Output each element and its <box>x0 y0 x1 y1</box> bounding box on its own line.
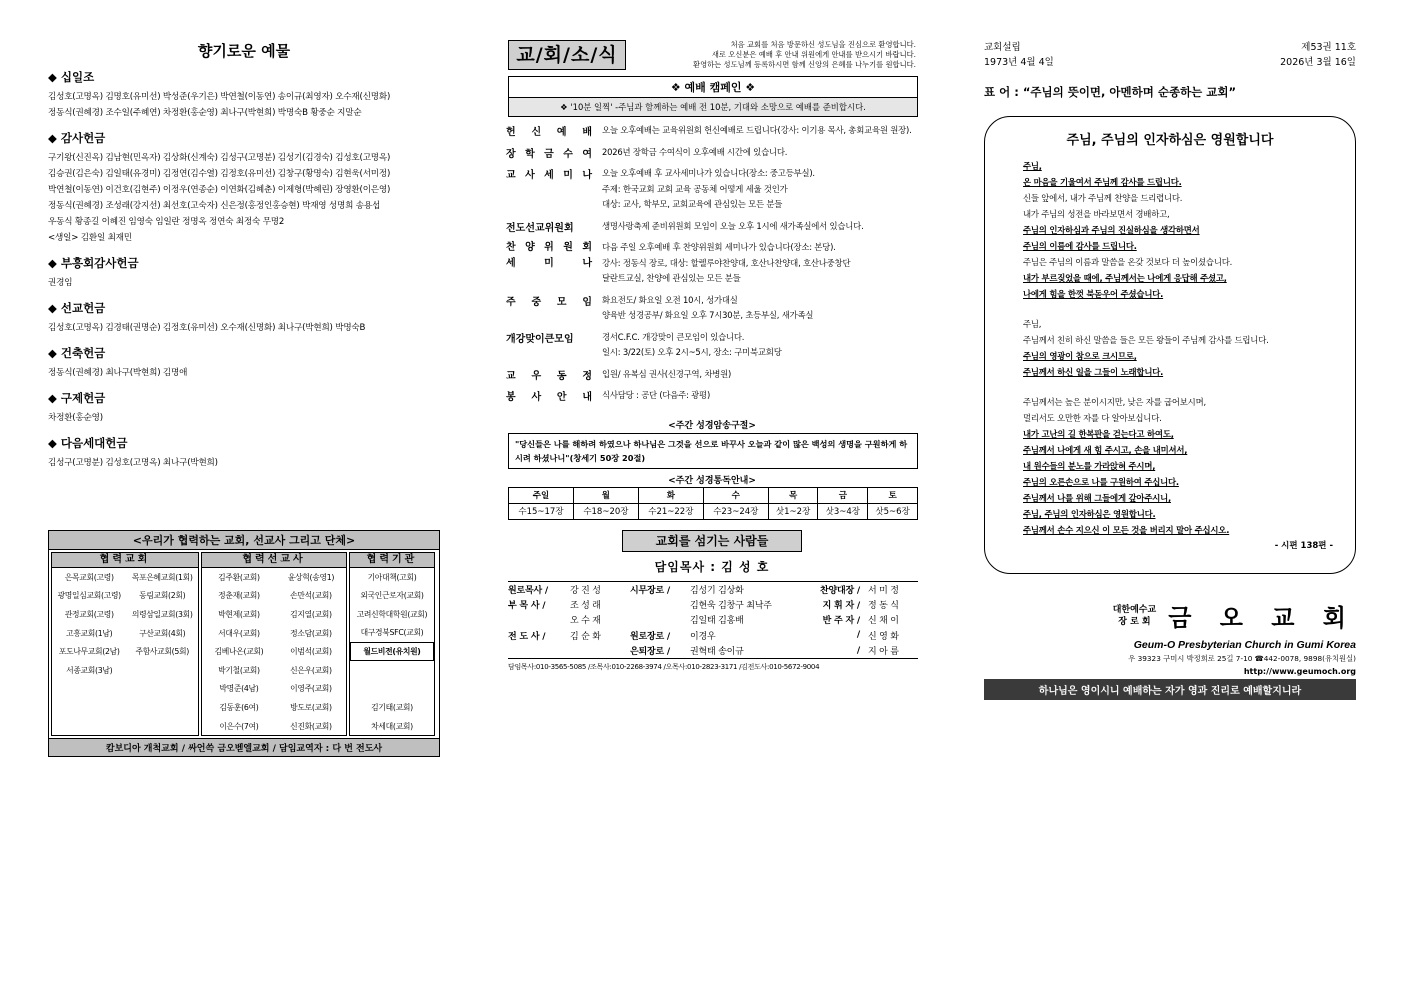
reading-day: 금 <box>818 487 868 503</box>
cooperation-cell: 김베나온(교회) <box>214 647 264 657</box>
offering-names: 정동식(권혜경) 조성래(강지선) 최선호(고숙자) 신은정(홍정인홍승현) 박재영 성명희 송용섭 <box>48 201 381 211</box>
servants-title: 교회를 섬기는 사람들 <box>622 530 802 552</box>
news-label <box>506 145 596 161</box>
offering-heading: ◆ 구제헌금 <box>48 391 106 405</box>
news-line: 오늘 오후예배 후 교사세미나가 있습니다(장소: 중고등부실). <box>602 168 815 178</box>
cooperation-box <box>48 530 440 757</box>
news-line: 다음 주일 오후예배 후 찬양위원회 세미나가 있습니다(장소: 본당). <box>602 242 836 252</box>
psalm-line: 주님께서 나를 위해 그들에게 갚아주시니, <box>1023 493 1171 503</box>
offering-names: 권경임 <box>48 278 73 288</box>
staff-role: 찬양대장 / <box>820 585 860 596</box>
psalm-line: 주님, 주님의 인자하심은 영원합니다. <box>1023 509 1156 519</box>
staff-role: 시무장로 / <box>630 585 670 596</box>
cooperation-cell: 동림교회(2회) <box>139 591 186 601</box>
church-news-panel <box>506 38 918 708</box>
staff-names: 권혁태 송이규 <box>690 647 744 657</box>
psalm-gap <box>1023 380 1333 394</box>
offering-names: <생일> 김환일 최재민 <box>48 233 132 243</box>
offering-heading: ◆ 감사헌금 <box>48 131 106 145</box>
psalm-line: 주님의 인자하심과 주님의 진실하심을 생각하면서 <box>1023 225 1200 235</box>
scripture-banner: 하나님은 영이시니 예배하는 자가 영과 진리로 예배할지니라 <box>984 679 1356 700</box>
cooperation-cell: 김주환(교회) <box>218 572 260 582</box>
offering-names: 김성호(고명옥) 김명호(유미선) 박성준(우기은) 박연철(이동연) 송이규(최영자) 오수재(신명화) <box>48 92 391 102</box>
senior-pastor: 담임목사 : 김 성 호 <box>654 559 770 574</box>
offering-section <box>48 435 440 471</box>
volume-number: 제53권 11호 <box>1301 42 1356 53</box>
news-content <box>596 219 864 235</box>
cooperation-cell: 차세대(교회) <box>371 721 413 731</box>
offering-names: 정동식(권혜경) 조수일(주혜연) 차정환(홍순영) 최나구(박현희) 박명숙B 황중순 지말순 <box>48 108 362 118</box>
partner-missionaries <box>201 552 347 736</box>
cooperation-cell: 윤상혁(송영1) <box>287 572 335 582</box>
church-english-name: Geum-O Presbyterian Church in Gumi Korea <box>1133 639 1356 651</box>
reading-day: 토 <box>868 487 918 503</box>
memory-verse: "당신들은 나를 해하려 하였으나 하나님은 그것을 선으로 바꾸사 오늘과 같이 많은 백성의 생명을 구원하게 하시려 하셨나니"(창세기 50장 20절) <box>508 433 918 469</box>
bible-reading-title: <주간 성경통독안내> <box>668 475 756 486</box>
psalm-reference: - 시편 138편 - <box>1274 541 1333 551</box>
partner-organizations-title: 협력기관 <box>350 553 434 568</box>
psalm-line: 주님의 이름에 감사를 드립니다. <box>1023 241 1137 251</box>
cooperation-cell: 이은수(7여) <box>219 721 259 731</box>
staff-names: 정 동 식 <box>868 600 899 611</box>
offering-heading: ◆ 건축헌금 <box>48 346 106 360</box>
cooperation-cell <box>351 661 434 680</box>
news-content <box>596 123 912 139</box>
news-content <box>596 145 787 161</box>
cooperation-cell: 박명준(4남) <box>219 684 259 694</box>
news-label <box>506 388 596 404</box>
news-label <box>506 240 596 287</box>
staff-table <box>508 581 918 660</box>
news-item <box>506 145 918 161</box>
staff-role: / <box>856 645 860 656</box>
cooperation-cell: 은목교회(고령) <box>64 572 114 582</box>
cooperation-cell: 포도나무교회(2남) <box>58 647 120 657</box>
church-news-title: 교/회/소/식 <box>508 40 626 70</box>
staff-role <box>630 612 690 628</box>
denomination-line2: 장 로 회 <box>1118 616 1151 627</box>
news-content <box>596 388 710 404</box>
psalm-line: 신들 앞에서, 내가 주님께 찬양을 드리렵니다. <box>1023 193 1183 203</box>
news-content <box>596 166 815 213</box>
news-item <box>506 166 918 213</box>
cooperation-cell: 관정교회(고령) <box>64 609 114 619</box>
psalm-line: 나에게 힘을 한껏 북돋우어 주셨습니다. <box>1023 289 1164 299</box>
psalm-line: 온 마음을 기울여서 주님께 감사를 드립니다. <box>1023 177 1182 187</box>
partner-churches-table <box>52 568 198 680</box>
denomination <box>1113 604 1156 628</box>
staff-names: 김 순 화 <box>570 631 601 642</box>
news-list <box>506 123 918 404</box>
psalm-line: 주님께서 나에게 새 힘 주시고, 손을 내미셔서, <box>1023 445 1188 455</box>
reading-chapters: 삿1~2장 <box>768 503 818 519</box>
news-label-text: 개강맞이큰모임 <box>506 333 574 345</box>
psalm-line: 주님께서는 높은 분이시지만, 낮은 자를 굽어보시며, <box>1023 397 1206 407</box>
news-item <box>506 367 918 383</box>
bible-reading-table <box>508 487 918 520</box>
psalm-line: 주님께서 하신 일을 그들이 노래합니다. <box>1023 367 1164 377</box>
staff-names: 김현욱 김창구 최낙주 <box>690 600 772 611</box>
reading-chapters: 수18~20장 <box>573 503 638 519</box>
cooperation-cell: 김지열(교회) <box>290 609 332 619</box>
psalm-line: 주님, <box>1023 161 1042 171</box>
offering-section <box>48 69 440 121</box>
news-content <box>596 367 731 383</box>
offering-section <box>48 300 440 336</box>
offering-names: 김성호(고명옥) 김경태(권명순) 김정호(유미선) 오수재(신명화) 최나구(박현희) 박명숙B <box>48 323 366 333</box>
offering-heading: ◆ 다음세대헌금 <box>48 436 128 450</box>
partner-organizations-table <box>350 568 434 735</box>
established-date: 1973년 4월 4일 <box>984 57 1054 68</box>
cooperation-cell: 구산교회(4회) <box>139 628 186 638</box>
news-line: 식사담당 : 공단 (다음주: 광평) <box>602 390 711 400</box>
staff-names <box>570 643 630 659</box>
cooperation-cell: 정소담(교회) <box>290 628 332 638</box>
campaign-text: ❖ '10분 일찍' -주님과 함께하는 예배 전 10분, 기대와 소망으로 예배를 준비합시다. <box>509 97 917 116</box>
staff-names: 조 성 래 <box>570 600 601 611</box>
reading-day: 월 <box>573 487 638 503</box>
reading-day: 수 <box>703 487 768 503</box>
cooperation-cell: 신진화(교회) <box>290 721 332 731</box>
news-item <box>506 293 918 324</box>
news-content <box>596 293 813 324</box>
cooperation-cell: 월드비전(유치원) <box>351 642 434 661</box>
staff-names: 이경우 <box>690 631 716 642</box>
cooperation-cell: 목포은혜교회(1회) <box>131 572 193 582</box>
news-item <box>506 219 918 235</box>
staff-role: 원로장로 / <box>630 631 670 642</box>
cooperation-cell: 의령삼일교회(3회) <box>131 609 193 619</box>
cambodia-church-line: 캄보디아 개척교회 / 싸언쓱 금오벧엘교회 / 담임교역자 : 다 번 전도사 <box>49 738 439 756</box>
news-line: 대상: 교사, 학부모, 교회교육에 관심있는 모든 분들 <box>602 199 783 209</box>
psalm-line: 내가 주님의 성전을 바라보면서 경배하고, <box>1023 209 1170 219</box>
psalm-line: 내가 부르짖었을 때에, 주님께서는 나에게 응답해 주셨고, <box>1023 273 1227 283</box>
news-label-text: 주 중 모 임 <box>506 296 592 308</box>
offering-names: 김성구(고명분) 김성호(고명옥) 최나구(박현희) <box>48 458 218 468</box>
news-label-text: 교 사 세 미 나 <box>506 170 592 181</box>
cooperation-title: <우리가 협력하는 교회, 선교사 그리고 단체> <box>49 531 439 550</box>
cooperation-cell <box>127 661 199 680</box>
news-line: 주제: 한국교회 교회 교육 공동체 어떻게 세울 것인가 <box>602 183 788 194</box>
cooperation-cell: 정춘재(교회) <box>218 591 260 601</box>
news-item <box>506 240 918 287</box>
staff-names: 신 채 이 <box>868 616 899 627</box>
contact-numbers: 담임목사:010-3565-5085 /조목사:010-2268-3974 /오목사:010-2823-3171 /김전도사:010-5672-9004 <box>508 663 820 671</box>
offerings-title: 향기로운 예물 <box>197 42 291 60</box>
offering-names: 우동식 황종길 이혜진 임영숙 임일란 정명옥 정연숙 최정숙 무명2 <box>48 217 285 227</box>
offering-names: 차정환(홍순영) <box>48 413 103 423</box>
psalm-box <box>984 116 1356 574</box>
sermon-title: 주님, 주님의 인자하심은 영원합니다 <box>1066 133 1274 148</box>
news-label <box>506 367 596 383</box>
offering-section <box>48 130 440 246</box>
offering-names: 박연철(이동연) 이건호(김현주) 이정우(연종순) 이연화(김혜춘) 이제형(박혜린) 장영환(이은영) <box>48 185 391 195</box>
memory-verse-title: <주간 성경암송구절> <box>668 420 756 431</box>
cooperation-cell: 고려신학대학원(교회) <box>356 609 428 619</box>
offering-names: 구기왕(신진옥) 김남현(민옥자) 김상화(신계숙) 김성구(고명분) 김성기(김경숙) 김성호(고명옥) <box>48 153 391 163</box>
reading-chapters: 삿3~4장 <box>818 503 868 519</box>
news-item <box>506 123 918 139</box>
psalm-line: 내가 고난의 길 한복판을 걷는다고 하여도, <box>1023 429 1174 439</box>
cooperation-cell: 광명일심교회(고령) <box>57 591 121 601</box>
news-content <box>596 330 782 361</box>
offering-section <box>48 345 440 381</box>
church-url[interactable]: http://www.geumoch.org <box>1243 667 1356 676</box>
staff-names: 김일태 김홍배 <box>690 616 744 627</box>
church-motto: 표 어 : “주님의 뜻이면, 아멘하며 순종하는 교회” <box>984 85 1237 99</box>
offerings-panel <box>48 40 440 755</box>
reading-chapters: 삿5~6장 <box>868 503 918 519</box>
psalm-line: 주님, <box>1023 319 1042 329</box>
welcome-line: 처음 교회를 처음 방문하신 성도님을 진심으로 환영합니다. <box>730 40 916 49</box>
reading-chapters: 수15~17장 <box>509 503 574 519</box>
staff-role: 전 도 사 / <box>508 631 546 642</box>
news-line: 2026년 장학금 수여식이 오후예배 시간에 있습니다. <box>602 146 788 157</box>
staff-names: 강 진 성 <box>570 585 601 596</box>
worship-campaign <box>508 76 918 117</box>
partner-organizations <box>349 552 435 736</box>
news-line: 경서C.F.C. 개강맞이 큰모임이 있습니다. <box>602 331 745 342</box>
news-label-text: 장 학 금 수 여 <box>506 148 592 160</box>
news-line: 일시: 3/22(토) 오후 2시~5시, 장소: 구미북교회당 <box>602 347 782 357</box>
staff-role: 지 휘 자 / <box>822 600 860 611</box>
cooperation-cell: 김기태(교회) <box>371 702 413 712</box>
news-label-text: 교 우 동 정 <box>506 370 592 382</box>
welcome-line: 새로 오신분은 예배 후 안내 위원에게 안내를 받으시기 바랍니다. <box>711 50 916 59</box>
offering-section <box>48 390 440 426</box>
cooperation-cell: 신은우(교회) <box>290 665 332 675</box>
psalm-line: 내 원수들의 분노를 가라앉혀 주시며, <box>1023 461 1156 471</box>
news-label-text: 찬 양 위 원 회 <box>506 242 592 253</box>
offering-heading: ◆ 부흥회감사헌금 <box>48 256 139 270</box>
news-label-text: 전도선교위원회 <box>506 222 574 234</box>
reading-day: 화 <box>638 487 703 503</box>
news-label <box>506 166 596 213</box>
cooperation-cell: 서대우(교회) <box>218 628 260 638</box>
partner-missionaries-title: 협력선교사 <box>202 553 346 568</box>
cooperation-cell: 외국인근로자(교회) <box>360 591 424 601</box>
cooperation-cell: 대구경북SFC(교회) <box>360 628 424 638</box>
news-line: 오늘 오후예배는 교육위원회 헌신예배로 드립니다(강사: 이기용 목사, 총회교육원 원장). <box>602 125 912 135</box>
staff-role <box>508 643 570 659</box>
news-item <box>506 330 918 361</box>
staff-role: 은퇴장로 / <box>630 647 670 657</box>
staff-role: 부 목 사 / <box>508 600 546 611</box>
cooperation-cell: 김동훈(6여) <box>219 702 259 712</box>
news-label-text: 헌 신 예 배 <box>506 127 592 138</box>
offering-section <box>48 255 440 291</box>
staff-names: 신 영 화 <box>868 631 899 642</box>
news-line: 달란트교실, 찬양에 관심있는 모든 분들 <box>602 273 741 283</box>
staff-names: 오 수 재 <box>570 616 601 627</box>
news-label-text: 봉 사 안 내 <box>506 392 592 403</box>
denomination-line1: 대한예수교 <box>1112 604 1157 615</box>
established-label: 교회설립 <box>984 42 1021 53</box>
cooperation-cell: 기아대책(고회) <box>367 572 417 582</box>
cooperation-cell: 고흥교회(1남) <box>66 628 113 638</box>
partner-churches-title: 협력교회 <box>52 553 198 568</box>
staff-role: 반 주 자 / <box>822 616 860 627</box>
offering-sections <box>48 69 440 471</box>
reading-chapters: 수23~24장 <box>703 503 768 519</box>
cooperation-cell: 주함사교회(5회) <box>135 647 190 657</box>
cooperation-cell: 이범석(교회) <box>290 647 332 657</box>
partner-churches <box>51 552 199 736</box>
bulletin-date: 2026년 3월 16일 <box>1280 57 1356 68</box>
reading-day: 주일 <box>509 487 574 503</box>
psalm-line: 주님께서 친히 하신 말씀을 들은 모든 왕들이 주님께 감사를 드립니다. <box>1023 335 1269 345</box>
offering-names: 정동식(권혜경) 최나구(박현희) 김명애 <box>48 368 188 378</box>
cover-panel <box>984 40 1356 710</box>
church-address: 우 39323 구미시 박정희로 25길 7-10 ☎442-0078, 9898(유치원실) <box>1128 654 1356 663</box>
psalm-line: 주님의 영광이 참으로 크시므로, <box>1023 351 1137 361</box>
news-label <box>506 123 596 139</box>
news-item <box>506 388 918 404</box>
news-label-text: 세 미 나 <box>506 257 592 269</box>
church-info <box>984 598 1356 700</box>
reading-day: 목 <box>768 487 818 503</box>
news-line: 화요전도/ 화요일 오전 10시, 성가대실 <box>602 294 738 305</box>
staff-role: / <box>856 630 860 641</box>
news-line: 입원/ 유복심 권사(신경구역, 차병원) <box>602 368 732 379</box>
welcome-line: 환영하는 성도님께 등록하시면 함께 신앙의 은혜를 나누기를 원합니다. <box>693 60 916 69</box>
cooperation-cell: 손만석(교회) <box>290 591 332 601</box>
news-label <box>506 330 596 361</box>
psalm-line: 주님의 오른손으로 나를 구원하여 주십니다. <box>1023 477 1179 487</box>
psalm-line: 주님은 주님의 이름과 말씀을 온갖 것보다 더 높이셨습니다. <box>1023 257 1233 267</box>
welcome-text <box>636 40 916 70</box>
staff-names: 김성기 김상화 <box>690 585 744 596</box>
staff-names: 지 아 름 <box>868 647 899 657</box>
news-label <box>506 219 596 235</box>
news-line: 강사: 정동식 장로, 대상: 할렐루야찬양대, 호산나찬양대, 호산나중창단 <box>602 257 851 268</box>
psalm-line: 멀리서도 오만한 자를 다 알아보십니다. <box>1023 413 1162 423</box>
cooperation-cell <box>351 680 434 699</box>
partner-missionaries-table <box>202 568 346 735</box>
staff-names: 서 미 정 <box>868 585 899 596</box>
staff-role <box>508 612 570 628</box>
psalm-text <box>1023 158 1333 538</box>
offering-heading: ◆ 선교헌금 <box>48 301 106 315</box>
offering-names: 김승권(김은숙) 김일태(유경미) 김정연(김수열) 김정호(유미선) 김창구(황명숙) 김현욱(서미정) <box>48 169 391 179</box>
offering-heading: ◆ 십일조 <box>48 70 95 84</box>
news-content <box>596 240 850 287</box>
psalm-gap <box>1023 302 1333 316</box>
news-line: 생명사랑축제 준비위원회 모임이 오늘 오후 1시에 새가족실에서 있습니다. <box>602 220 864 231</box>
news-label <box>506 293 596 324</box>
reading-chapters: 수21~22장 <box>638 503 703 519</box>
cooperation-cell: 이영주(교회) <box>290 684 332 694</box>
news-line: 양육반 성경공부/ 화요일 오후 7시30분, 초등부실, 새가족실 <box>602 310 814 320</box>
cooperation-cell: 박기철(교회) <box>218 665 260 675</box>
church-name: 금 오 교 회 <box>1168 604 1356 632</box>
psalm-line: 주님께서 손수 지으신 이 모든 것을 버리지 말아 주십시오. <box>1023 525 1230 535</box>
cooperation-cell: 서종교회(3남) <box>66 665 113 675</box>
cooperation-cell: 방도로(교회) <box>290 702 332 712</box>
staff-role: 원로목사 / <box>508 585 548 596</box>
campaign-title: ❖ 예배 캠페인 ❖ <box>670 81 756 94</box>
cooperation-cell: 박현제(교회) <box>218 609 260 619</box>
staff-role <box>630 597 690 613</box>
